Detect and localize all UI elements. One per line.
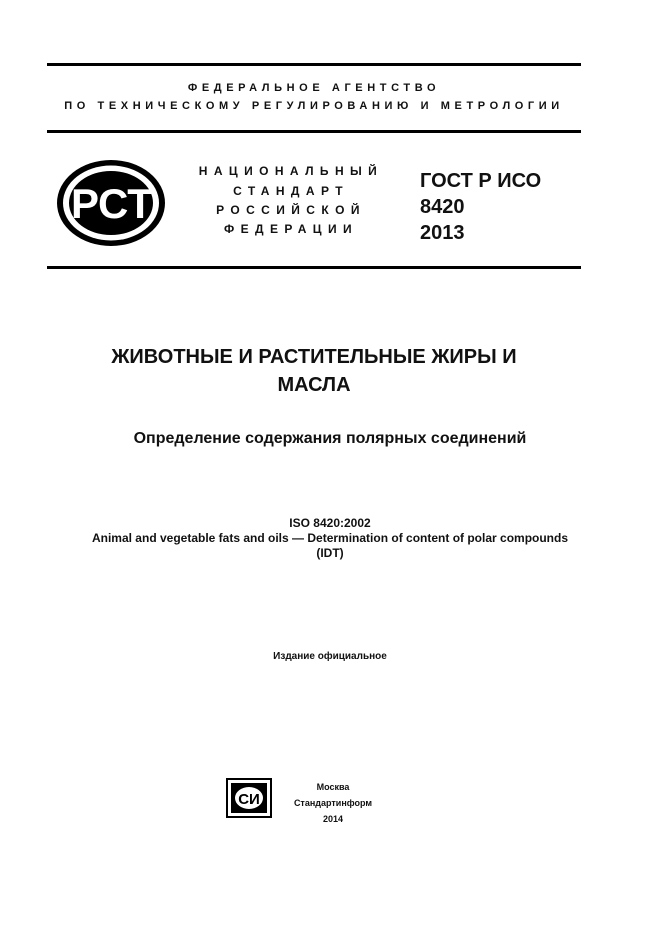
header-rule — [47, 130, 581, 133]
publication-year: 2014 — [322, 814, 344, 824]
agency-name-line2: ПО ТЕХНИЧЕСКОМУ РЕГУЛИРОВАНИЮ И МЕТРОЛОГИИ — [64, 100, 564, 112]
document-title-line1: ЖИВОТНЫЕ И РАСТИТЕЛЬНЫЕ ЖИРЫ И — [111, 346, 517, 368]
gost-r-logo-icon — [55, 158, 167, 248]
edition-note: Издание официальное — [273, 651, 387, 662]
document-title-line2: МАСЛА — [277, 374, 351, 396]
iso-equivalence: (IDT) — [316, 546, 344, 560]
standard-year: 2013 — [420, 222, 465, 244]
gost-r-logo-text: РСТ — [71, 180, 153, 227]
iso-english-title: Animal and vegetable fats and oils — Determination of content of polar compounds — [91, 531, 569, 545]
national-standard-line2: СТАНДАРТ — [233, 184, 349, 198]
standartinform-logo-text: СИ — [238, 791, 260, 808]
standartinform-logo-icon — [226, 778, 272, 818]
top-rule — [47, 63, 581, 66]
standard-number: 8420 — [420, 196, 465, 218]
document-subtitle: Определение содержания полярных соединений — [133, 430, 527, 447]
block-rule — [47, 266, 581, 269]
agency-name-line1: ФЕДЕРАЛЬНОЕ АГЕНТСТВО — [187, 82, 441, 94]
national-standard-line4: ФЕДЕРАЦИИ — [223, 222, 359, 236]
publisher-city: Москва — [316, 782, 350, 792]
publisher-name: Стандартинформ — [293, 798, 373, 808]
standard-designation: ГОСТ Р ИСО — [420, 170, 542, 192]
iso-reference: ISO 8420:2002 — [289, 516, 371, 530]
national-standard-line1: НАЦИОНАЛЬНЫЙ — [198, 164, 384, 178]
national-standard-line3: РОССИЙСКОЙ — [216, 203, 366, 217]
